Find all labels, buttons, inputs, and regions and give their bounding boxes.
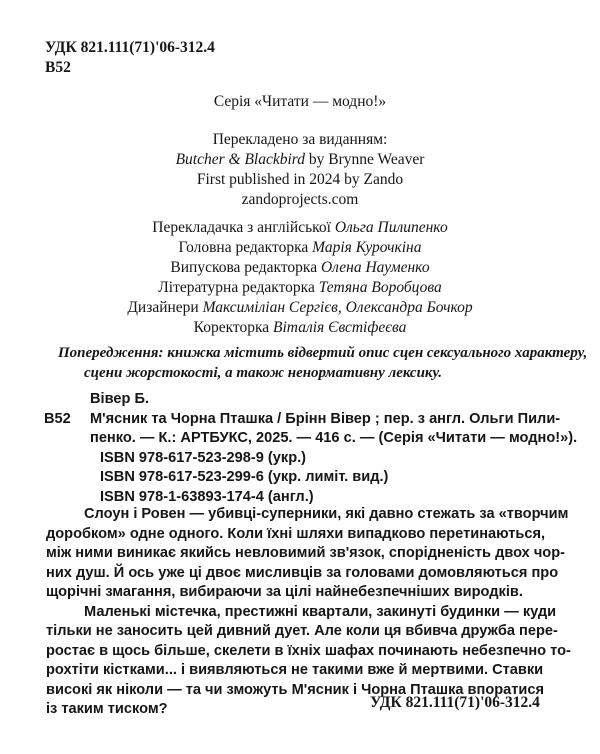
original-author: by Brynne Weaver	[305, 151, 425, 168]
annotation	[46, 505, 576, 720]
annotation-line: із таким тиском?	[46, 701, 168, 717]
credit-name: Віталія Євстіфеєва	[273, 319, 407, 336]
credit-role: Коректорка	[193, 319, 274, 336]
bbk-code: В52	[45, 59, 71, 76]
annotation-line: між ними виникає якийсь невловимий зв'язок, спорідненість двох чор-	[46, 545, 565, 561]
biblio-title-row	[44, 410, 584, 430]
biblio-author-row	[44, 390, 584, 410]
credit-name: Марія Курочкіна	[312, 239, 422, 256]
publisher-website: zandoprojects.com	[241, 191, 359, 208]
credit-role: Випускова редакторка	[170, 259, 321, 276]
biblio-code: В52	[44, 410, 71, 427]
translation-source	[0, 130, 600, 210]
isbn-ukr: ISBN 978-617-523-298-9 (укр.)	[100, 449, 307, 466]
credit-name: Ольга Пилипенко	[334, 219, 448, 236]
biblio-line-1: М'ясник та Чорна Пташка / Брінн Вівер ; пер. з англ. Ольги Пили-	[90, 410, 561, 427]
annotation-line: Маленькі містечка, престижні квартали, закинуті будинки — куди	[84, 603, 557, 620]
original-title: Butcher & Blackbird	[175, 151, 305, 168]
biblio-line-2: пенко. — К.: АРТБУКС, 2025. — 416 с. — (Серія «Читати — модно!»).	[90, 430, 578, 446]
annotation-line: Слоун і Ровен — убивці-суперники, які давно стежать за «творчим	[84, 506, 569, 522]
credit-role: Головна редакторка	[178, 239, 313, 256]
warning-line-1: Попередження: книжка містить відвертий опис сцен сексуального характеру,	[58, 345, 588, 361]
credits-block	[60, 218, 540, 338]
credit-name: Максиміліан Сергієв, Олександра Бочкор	[202, 299, 473, 316]
credit-proofreader	[60, 318, 540, 338]
first-published: First published in 2024 by Zando	[196, 171, 404, 188]
isbn-eng: ISBN 978-1-63893-174-4 (англ.)	[100, 488, 314, 505]
annotation-line: тільки не заносить цей дивний дует. Але коли ця вбивча дружба пере-	[46, 623, 558, 639]
credit-role: Перекладачка з англійської	[152, 219, 335, 236]
isbn-ukr-limited: ISBN 978-617-523-299-6 (укр. лиміт. вид.)	[100, 469, 389, 485]
biblio-line-2-row	[44, 429, 584, 449]
content-warning	[58, 343, 588, 383]
credit-role: Дизайнери	[127, 299, 203, 316]
credit-release-editor	[60, 258, 540, 278]
annotation-line: них душ. Й ось уже ці двоє мисливців за головами домовляються про	[46, 564, 559, 581]
annotation-line: високі як ніколи — та чи зможуть М'ясник і Чорна Пташка впоратися	[46, 681, 545, 698]
annotation-line: доробком» одне одного. Коли їхні шляхи випадково перетинаються,	[46, 525, 546, 542]
bibliographic-record	[44, 390, 584, 507]
credit-name: Олена Науменко	[320, 259, 430, 276]
credit-designers	[60, 298, 540, 318]
credit-chief-editor	[60, 238, 540, 258]
annotation-line: ростає в щось більше, скелети в їхніх шафах починають небезпечно то-	[46, 642, 571, 659]
series-title: Серія «Читати — модно!»	[213, 93, 387, 110]
credit-role: Літературна редакторка	[158, 279, 319, 296]
warning-line-2: сцени жорстокості, а також ненормативну лексику.	[84, 365, 442, 381]
annotation-line: щорічні змагання, вибираючи за цілі найнебезпечніших виродків.	[46, 584, 523, 600]
udk-footer: УДК 821.111(71)'06-312.4	[370, 694, 540, 711]
credit-translator	[60, 218, 540, 238]
udk-header	[45, 38, 215, 78]
translation-heading: Перекладено за виданням:	[212, 131, 388, 148]
original-title-line	[0, 150, 600, 170]
credit-literary-editor	[60, 278, 540, 298]
biblio-author: Вівер Б.	[90, 391, 150, 407]
credit-name: Тетяна Воробцова	[318, 279, 442, 296]
udk-code: УДК 821.111(71)'06-312.4	[45, 39, 215, 56]
annotation-line: рохтіти кістками... і виявляються не такими вже й мертвими. Ставки	[46, 662, 544, 678]
series-block	[0, 92, 600, 112]
